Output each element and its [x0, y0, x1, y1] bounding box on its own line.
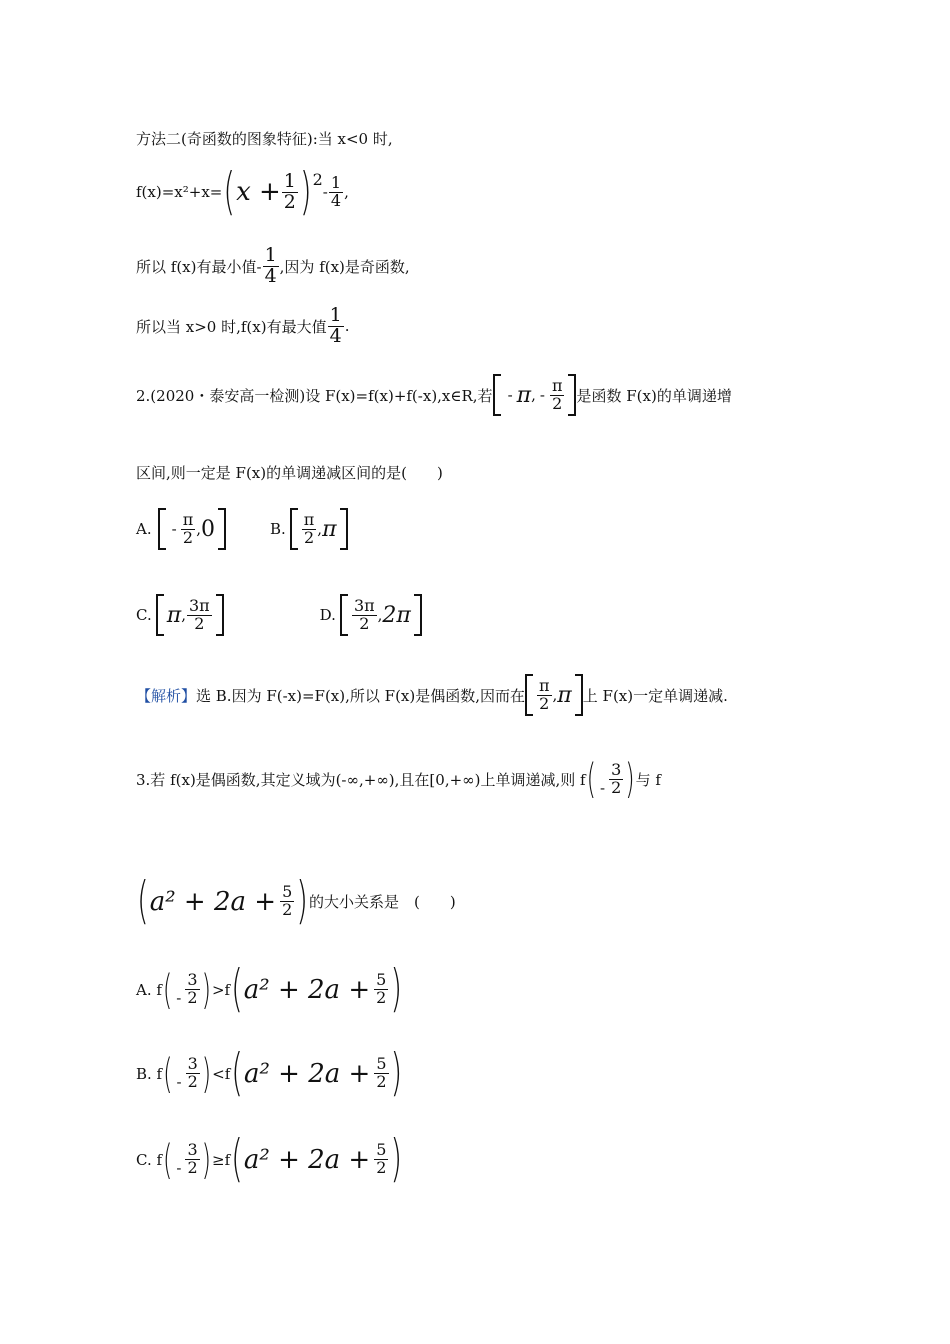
question-2-stem: 2.(2020・泰安高一检测)设 F(x)=f(x)+f(-x),x∈R,若 - π , - $\frac{\pi}{2}$ 是函数 F(x)的单调递增 [136, 374, 732, 416]
text-line-method2: 方法二(奇函数的图象特征):当 x<0 时, [136, 130, 393, 148]
question-2-options-ab [136, 508, 348, 550]
option-c[interactable]: C. π , $\frac{3\pi}{2}$ [136, 594, 224, 636]
fraction-one-half: $\frac{1}{2}$ [283, 170, 296, 213]
question-3-option-c[interactable]: C. f ( - $\frac{3}{2}$ ) ≥f ( a² + 2a + $\frac{5}{2}$ ) [136, 1129, 403, 1190]
question-3-option-a[interactable]: A. f ( - $\frac{3}{2}$ ) >f ( a² + 2a + $\frac{5}{2}$ ) [136, 959, 403, 1020]
text-line-maximum: 所以当 x>0 时,f(x)有最大值 $\frac{1}{4}$ . [136, 304, 350, 347]
answer-analysis: 【解析】 选 B.因为 F(-x)=F(x),所以 F(x)是偶函数,因而在 $\frac{\pi}{2}$ , π 上 F(x)一定单调递减. [136, 674, 728, 716]
question-2-options-cd [136, 594, 422, 636]
question-2-stem-cont: 区间,则一定是 F(x)的单调递减区间的是( ) [136, 464, 443, 482]
question-3-stem-cont: ( a² + 2a + $\frac{5}{2}$ ) 的大小关系是 ( ) [137, 871, 456, 932]
option-d[interactable]: D. $\frac{3\pi}{2}$ , 2π [320, 594, 422, 636]
option-b[interactable]: B. $\frac{\pi}{2}$ , π [270, 508, 348, 550]
analysis-tag: 【解析】 [136, 686, 197, 705]
interval-neg-pi: - π , - $\frac{\pi}{2}$ [493, 374, 577, 416]
formula-line-completing-square: f(x)=x²+x= ( x + $\frac{1}{2}$ ) 2 - $\frac{1}{4}$ , [136, 162, 349, 223]
question-3-stem: 3.若 f(x)是偶函数,其定义域为(-∞,+∞),且在[0,+∞)上单调递减,则 f ( - $\frac{3}{2}$ ) 与 f [136, 755, 661, 804]
text-line-minimum: 所以 f(x)有最小值- $\frac{1}{4}$ ,因为 f(x)是奇函数, [136, 244, 410, 287]
option-a[interactable]: A. - $\frac{\pi}{2}$ , 0 [136, 508, 226, 550]
fraction-one-quarter: $\frac{1}{4}$ [330, 173, 342, 210]
question-3-option-b[interactable]: B. f ( - $\frac{3}{2}$ ) <f ( a² + 2a + $\frac{5}{2}$ ) [136, 1043, 403, 1104]
